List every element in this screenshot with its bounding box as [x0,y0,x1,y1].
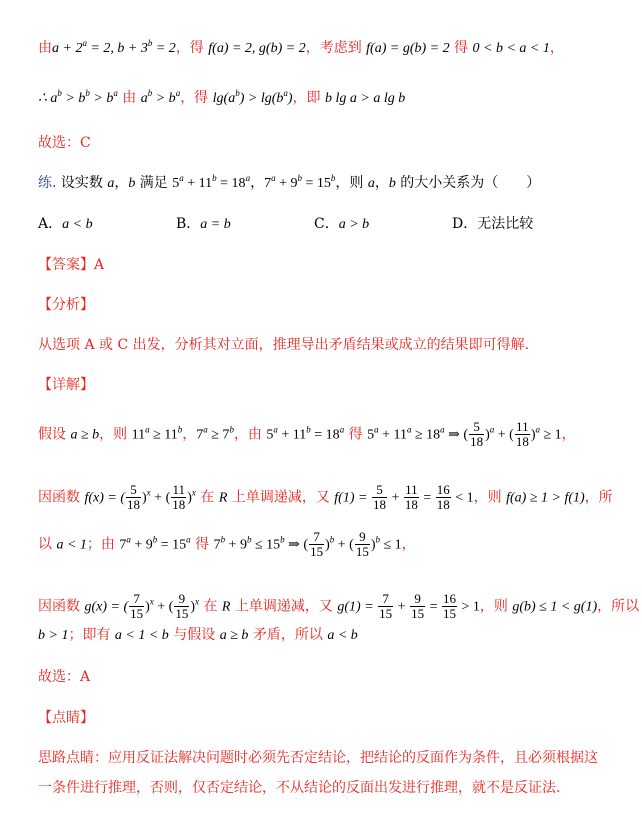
math: ) [530,427,536,443]
text: ，则 [99,426,132,443]
math: ) [287,91,293,106]
option-d[interactable] [452,213,533,233]
math: 7 [213,537,221,553]
math-exp: a [374,424,379,435]
answer-line: 【答案】A [38,257,105,273]
math-exp: x [195,596,200,607]
text: ，得 [175,40,209,56]
fraction [174,592,189,621]
text: 上单调递减，又 [227,489,335,506]
math-exp: a [535,424,540,435]
text: ，考虑到 [305,40,367,56]
math-exp: a [175,88,181,98]
math: ≥ 7 [207,427,230,443]
detail-line-5 [38,625,358,646]
math-exp: b [297,173,302,183]
solution-line-1 [38,38,564,59]
math: + 9 [130,537,153,553]
option-a[interactable] [38,213,93,233]
numerator: 7 [309,530,324,545]
math-exp: b [57,88,62,98]
option-c[interactable] [314,213,369,233]
math-exp: a [113,88,118,98]
numerator: 11 [405,482,418,497]
text: ， [182,426,197,443]
text: 得 [344,426,368,443]
math: + 11 [378,427,407,443]
math: f(a) = 2, g(b) = 2 [208,41,306,56]
text: ， [549,40,564,56]
text: 得 [449,40,473,56]
text: 在 [195,489,219,506]
math-exp: a [245,173,251,183]
option-label: D． [452,216,478,232]
math-exp: a [203,424,208,435]
fraction [378,592,393,621]
text: 矛盾，所以 [248,627,328,643]
math: > b [89,91,114,106]
tips-line-2: 一条件进行推理，否则，仅否定结论，不从结论的反面出发进行推理，就不是反证法. [38,780,561,796]
math: ) [145,599,150,615]
text: 以 [38,536,57,553]
detail-line-1 [38,420,576,449]
math: ) [142,490,147,506]
math-exp: a [271,173,276,183]
math-exp: a [489,424,495,435]
math: = 18 [216,176,246,191]
numerator: 9 [174,592,189,607]
text: ；由 [86,536,120,553]
math: 5 [367,427,375,443]
text: 由 [38,40,52,56]
math: + [387,490,403,506]
math: + 9 [275,176,298,191]
tips-heading: 【点睛】 [38,710,94,726]
math: 11 [131,427,146,443]
denominator: 18 [372,497,386,512]
text: ，则 [479,598,513,615]
math: 0 < b < a < 1 [472,41,550,56]
math: a < 1 < b [114,628,169,643]
math: ≥ 11 [149,427,178,443]
numerator: 5 [372,483,387,498]
text: 因函数 [38,489,85,506]
math-exp: b [246,534,252,545]
math: = [426,599,441,615]
choice-line: 故选：C [38,135,91,151]
numerator: 9 [355,530,370,545]
math: ) [190,599,196,615]
math-exp: a [406,424,412,435]
math: = 18 [310,427,340,443]
text: ，则 [473,489,507,506]
text: ， [114,175,129,191]
math: ≤ 1 [379,537,402,553]
text: 上单调递减，又 [230,598,338,615]
text: 与假设 [168,627,220,643]
math: ) [485,427,490,443]
text: ，即 [292,90,325,106]
text: ，得 [180,90,213,106]
math: + [394,599,410,615]
text: ， [561,426,576,443]
math: a [140,91,148,106]
math-exp: a [82,38,87,48]
math: ) [325,537,330,553]
text: ，所 [584,489,613,506]
math-exp: x [146,487,151,498]
option-label: A． [38,216,63,232]
fraction [129,592,144,621]
denominator: 18 [515,434,529,449]
text: ；即有 [68,627,115,643]
fraction [372,483,387,512]
text: ， [401,536,416,553]
choice-line-2: 故选：A [38,669,91,685]
math: a [367,176,375,191]
text: ， [250,175,265,191]
math: + 11 [183,176,213,191]
math: = 15 [301,176,331,191]
math: + 9 [225,537,247,553]
math: 5 [172,176,180,191]
math-exp: b [229,424,234,435]
denominator: 18 [436,497,450,512]
math: ) [370,537,376,553]
math-exp: a [339,424,345,435]
math: = [419,490,435,506]
option-label: C． [314,216,339,232]
math-exp: b [329,534,335,545]
denominator: 15 [355,544,369,559]
math-exp: b [177,424,183,435]
math: + ( [334,537,354,553]
detail-line-3 [38,530,416,559]
numerator: 11 [172,482,185,497]
denominator: 15 [175,606,189,621]
math: b > 1 [38,628,69,643]
math: g(x) = ( [84,599,129,615]
math-exp: b [85,88,90,98]
math: ⇒ ( [284,537,309,553]
math: f(a) ≥ 1 > f(1) [506,490,585,506]
math: = 15 [157,537,187,553]
numerator: 16 [436,482,450,497]
option-text: 无法比较 [477,216,534,232]
fraction [404,483,419,512]
text: 的大小关系为（ ） [395,175,541,191]
analysis-heading: 【分析】 [38,297,94,313]
math: b lg a > a lg b [325,91,406,106]
math-exp: b [280,534,285,545]
numerator: 7 [378,592,393,607]
math: ) [187,490,192,506]
text: 设实数 [56,175,108,191]
math: a ≥ b [219,628,249,643]
denominator: 15 [130,606,144,621]
fraction [442,592,457,621]
math-exp: b [306,424,311,435]
fraction [171,483,186,512]
math: 7 [119,537,127,553]
math-exp: b [330,173,336,183]
numerator: 7 [129,592,144,607]
text: 因函数 [38,598,85,615]
math: b [128,176,136,191]
math-exp: b [152,534,158,545]
solution-line-2 [38,88,405,109]
math: < 1 [451,490,474,506]
detail-heading: 【详解】 [38,377,94,393]
text: 得 [190,536,214,553]
math: 7 [264,176,272,191]
math: + 11 [277,427,307,443]
math-exp: b [212,173,217,183]
tips-line-1: 思路点睛：应用反证法解决问题时必须先否定结论，把结论的反面作为条件，且必须根据这 [38,750,598,766]
denominator: 15 [310,544,324,559]
math-exp: b [220,534,226,545]
fraction [469,420,484,449]
numerator: 11 [516,419,529,434]
math-exp: x [191,487,196,498]
text: 满足 [135,175,173,191]
math: a + 2 [52,41,83,56]
text: ， [374,175,389,191]
math: f(1) = [334,490,371,506]
option-math: a = b [200,217,231,232]
math: a < 1 [56,537,87,553]
math: R [221,599,231,615]
math: lg(a [212,91,236,106]
text: 假设 [38,426,71,443]
math-exp: b [235,88,240,98]
option-b[interactable] [176,213,231,233]
numerator: 16 [442,591,456,606]
math: > b [61,91,86,106]
math: + ( [153,599,174,615]
numerator: 9 [410,592,425,607]
math: a [107,176,115,191]
option-math: a > b [338,217,370,232]
math: ≥ 18 [411,427,441,443]
math: g(b) ≤ 1 < g(1) [512,599,598,615]
fraction [126,483,141,512]
denominator: 15 [379,606,393,621]
fraction [515,420,530,449]
denominator: 18 [172,497,186,512]
math-exp: b [375,534,380,545]
option-label: B． [176,216,201,232]
math-exp: b [147,88,153,98]
math-exp: a [283,88,288,98]
math: ≥ 1 [539,427,562,443]
detail-line-4 [38,592,639,621]
math-exp: b [147,38,153,48]
math: ⇒ ( [444,427,469,443]
math-exp: a [273,424,278,435]
fraction [410,592,425,621]
math: b [388,176,396,191]
math: R [218,490,228,506]
text: 由 [117,90,141,106]
analysis-text: 从选项 A 或 C 出发，分析其对立面，推理导出矛盾结果或成立的结果即可得解. [38,337,530,353]
math: a < b [327,628,358,643]
math: + ( [494,427,514,443]
math: f(x) = ( [84,490,125,506]
numerator: 5 [469,420,484,435]
math-exp: a [440,424,445,435]
text: ，则 [335,175,368,191]
math: g(1) = [337,599,378,615]
math: = 2 [152,41,176,56]
math-exp: a [179,173,184,183]
fraction [436,483,451,512]
fraction [355,530,370,559]
math-exp: a [145,424,150,435]
denominator: 18 [470,434,484,449]
text: ，由 [233,426,267,443]
math: 7 [196,427,204,443]
denominator: 15 [411,606,425,621]
text: 在 [199,598,222,615]
math: = 2, b + 3 [86,41,148,56]
math: > b [152,91,176,106]
question-tag: 练. [38,175,57,191]
denominator: 15 [442,606,456,621]
math: + ( [150,490,171,506]
math: ) > lg(b [239,91,284,106]
question-line [38,173,540,194]
math: ∴ a [38,91,58,106]
math: ≤ 15 [251,537,281,553]
math-exp: a [186,534,191,545]
math-exp: a [126,534,131,545]
math: > 1 [457,599,480,615]
detail-line-2 [38,483,613,512]
denominator: 18 [127,497,140,512]
denominator: 18 [404,497,418,512]
option-math: a < b [62,217,93,232]
math: 5 [266,427,274,443]
numerator: 5 [126,483,141,498]
math: a ≥ b [70,427,100,443]
fraction [309,530,324,559]
math-exp: x [149,596,154,607]
math: f(a) = g(b) = 2 [366,41,450,56]
text: ，所以 [597,598,640,615]
